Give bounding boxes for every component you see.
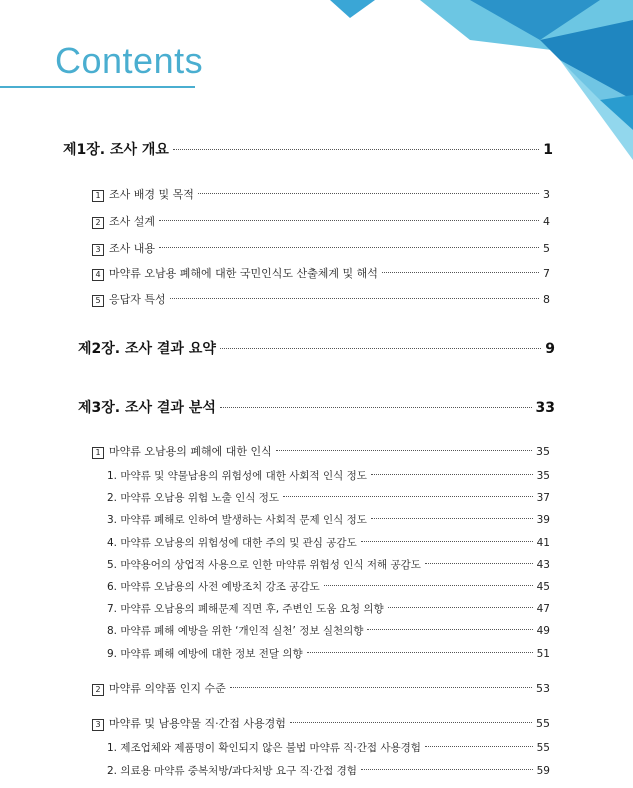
item-label: 1. 제조업체와 제품명이 확인되지 않은 불법 마약류 직·간접 사용경험 — [107, 742, 421, 754]
page-number: 4 — [543, 215, 550, 228]
dot-leader — [198, 193, 539, 194]
page-number: 43 — [536, 559, 550, 571]
toc-item[interactable] — [107, 601, 550, 616]
toc-item[interactable] — [107, 579, 550, 594]
section-label: 마약류 오남용 폐해에 대한 국민인식도 산출체계 및 해석 — [109, 267, 378, 280]
page-number: 37 — [536, 492, 550, 504]
dot-leader — [367, 629, 532, 630]
item-label: 1. 마약류 및 약물남용의 위험성에 대한 사회적 인식 정도 — [107, 470, 367, 482]
item-label: 9. 마약류 폐해 예방에 대한 정보 전달 의향 — [107, 648, 303, 660]
page-number: 39 — [536, 514, 550, 526]
section-number-box: 3 — [92, 244, 104, 256]
dot-leader — [173, 149, 539, 150]
section-label: 조사 설계 — [109, 215, 156, 228]
chapter-label: 제1장. 조사 개요 — [63, 142, 169, 158]
chapter-label: 제3장. 조사 결과 분석 — [78, 400, 216, 416]
item-label: 3. 마약류 폐해로 인하여 발생하는 사회적 문제 인식 정도 — [107, 514, 367, 526]
item-label: 8. 마약류 폐해 예방을 위한 ‘개인적 실천’ 정보 실천의향 — [107, 625, 364, 637]
dot-leader — [230, 687, 532, 688]
page-number: 35 — [536, 445, 550, 458]
toc-item[interactable] — [107, 468, 550, 483]
item-label: 5. 마약용어의 상업적 사용으로 인한 마약류 위험성 인식 저해 공감도 — [107, 559, 421, 571]
section-number-box: 1 — [92, 190, 104, 202]
toc-chapter-1[interactable] — [63, 139, 553, 159]
dot-leader — [425, 746, 533, 747]
toc-section[interactable] — [92, 680, 550, 696]
page-title: Contents — [55, 40, 204, 81]
chapter-label: 제2장. 조사 결과 요약 — [78, 341, 216, 357]
item-label: 2. 의료용 마약류 중복처방/과다처방 요구 직·간접 경험 — [107, 765, 357, 777]
dot-leader — [170, 298, 539, 299]
toc-section[interactable] — [92, 443, 550, 459]
item-label: 7. 마약류 오남용의 폐해문제 직면 후, 주변인 도움 요청 의향 — [107, 603, 384, 615]
toc-item[interactable] — [107, 646, 550, 661]
dot-leader — [361, 541, 533, 542]
item-label: 4. 마약류 오남용의 위험성에 대한 주의 및 관심 공감도 — [107, 537, 357, 549]
page-number: 33 — [535, 400, 555, 416]
section-number-box: 5 — [92, 295, 104, 307]
dot-leader — [324, 585, 533, 586]
page-number: 3 — [543, 188, 550, 201]
toc-section[interactable] — [92, 186, 550, 202]
toc-section[interactable] — [92, 240, 550, 256]
dot-leader — [361, 769, 533, 770]
page-number: 9 — [545, 341, 555, 357]
toc-section[interactable] — [92, 265, 550, 281]
page-number: 51 — [536, 648, 550, 660]
dot-leader — [388, 607, 533, 608]
section-label: 마약류 의약품 인지 수준 — [109, 682, 226, 695]
toc-chapter-3[interactable] — [78, 397, 555, 417]
toc-section[interactable] — [92, 291, 550, 307]
toc-section[interactable] — [92, 715, 550, 731]
page-number: 47 — [536, 603, 550, 615]
dot-leader — [159, 247, 539, 248]
page-number: 53 — [536, 682, 550, 695]
page-number: 55 — [536, 742, 550, 754]
toc-chapter-2[interactable] — [78, 338, 555, 358]
page-number: 1 — [543, 142, 553, 158]
dot-leader — [220, 348, 541, 349]
dot-leader — [220, 407, 532, 408]
dot-leader — [371, 474, 533, 475]
section-label: 응답자 특성 — [109, 293, 166, 306]
toc-item[interactable] — [107, 740, 550, 755]
dot-leader — [290, 722, 532, 723]
section-number-box: 1 — [92, 447, 104, 459]
page-number: 7 — [543, 267, 550, 280]
dot-leader — [159, 220, 539, 221]
page-number: 41 — [536, 537, 550, 549]
dot-leader — [382, 272, 539, 273]
section-number-box: 3 — [92, 719, 104, 731]
toc-item[interactable] — [107, 763, 550, 778]
toc-item[interactable] — [107, 557, 550, 572]
page-number: 35 — [536, 470, 550, 482]
page-number: 45 — [536, 581, 550, 593]
toc-item[interactable] — [107, 512, 550, 527]
dot-leader — [371, 518, 533, 519]
section-label: 마약류 오남용의 폐해에 대한 인식 — [109, 445, 272, 458]
dot-leader — [276, 450, 532, 451]
page-number: 5 — [543, 242, 550, 255]
toc-section[interactable] — [92, 213, 550, 229]
toc-item[interactable] — [107, 490, 550, 505]
item-label: 6. 마약류 오남용의 사전 예방조치 강조 공감도 — [107, 581, 320, 593]
page-number: 8 — [543, 293, 550, 306]
toc-item[interactable] — [107, 535, 550, 550]
section-label: 마약류 및 남용약물 직·간접 사용경험 — [109, 717, 286, 730]
dot-leader — [425, 563, 533, 564]
section-number-box: 4 — [92, 269, 104, 281]
section-number-box: 2 — [92, 684, 104, 696]
page-number: 49 — [536, 625, 550, 637]
section-label: 조사 내용 — [109, 242, 156, 255]
item-label: 2. 마약류 오남용 위험 노출 인식 정도 — [107, 492, 280, 504]
page-number: 55 — [536, 717, 550, 730]
dot-leader — [307, 652, 533, 653]
page-number: 59 — [536, 765, 550, 777]
dot-leader — [283, 496, 533, 497]
section-number-box: 2 — [92, 217, 104, 229]
toc-item[interactable] — [107, 623, 550, 638]
section-label: 조사 배경 및 목적 — [109, 188, 194, 201]
